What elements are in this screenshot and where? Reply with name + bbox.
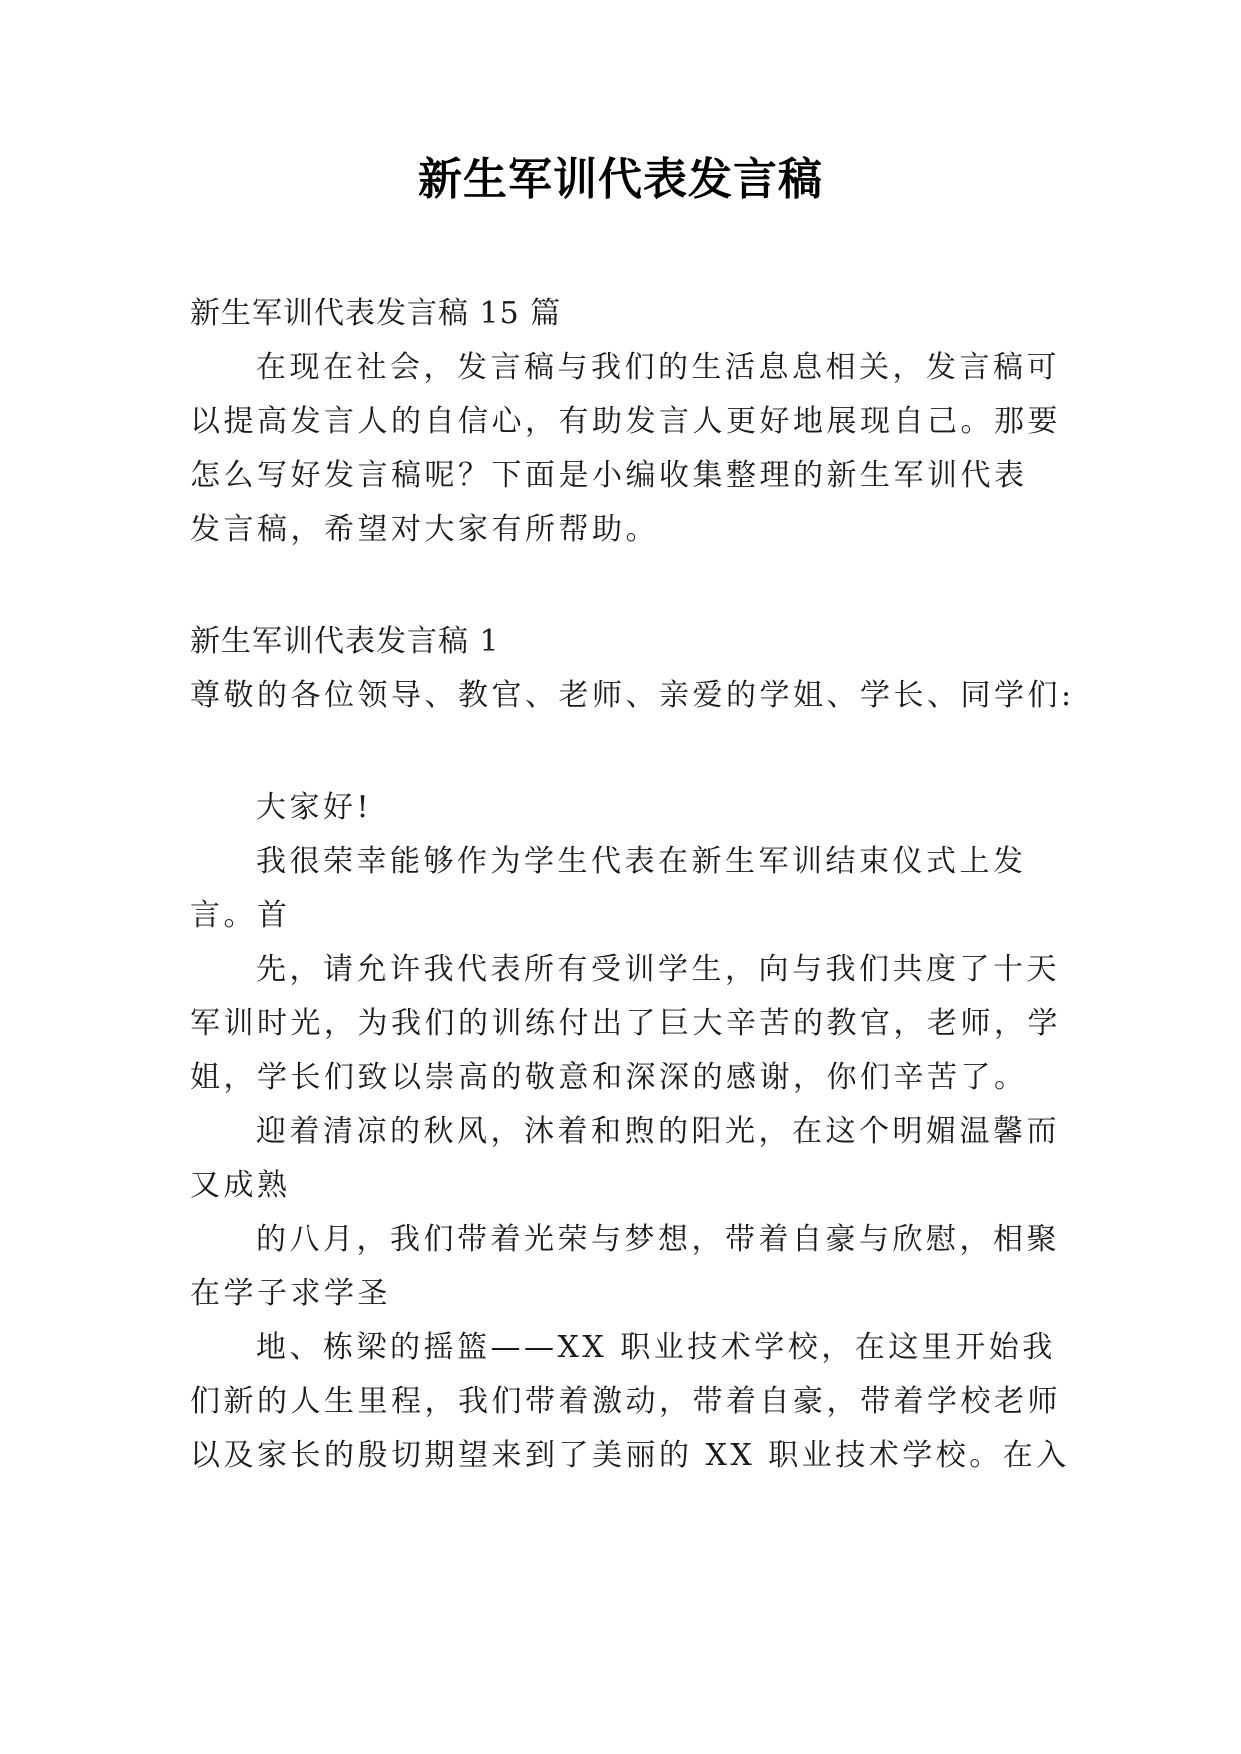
body-line: 言。首	[190, 898, 291, 933]
body-line: 迎着清凉的秋风，沐着和煦的阳光，在这个明媚温馨而	[256, 1114, 1060, 1149]
intro-line: 在现在社会，发言稿与我们的生活息息相关，发言稿可	[256, 350, 1060, 385]
body-line: 以及家长的殷切期望来到了美丽的 XX 职业技术学校。在入	[190, 1438, 1070, 1473]
greeting-line: 大家好!	[256, 790, 373, 825]
salutation-line: 尊敬的各位领导、教官、老师、亲爱的学姐、学长、同学们:	[190, 678, 1075, 713]
body-line: 们新的人生里程，我们带着激动，带着自豪，带着学校老师	[190, 1384, 1061, 1419]
body-line: 姐，学长们致以崇高的敬意和深深的感谢，你们辛苦了。	[190, 1060, 1028, 1095]
intro-line: 以提高发言人的自信心，有助发言人更好地展现自己。那要	[190, 404, 1061, 439]
body-line: 在学子求学圣	[190, 1276, 391, 1311]
subtitle-line: 新生军训代表发言稿 15 篇	[190, 296, 562, 331]
section-heading: 新生军训代表发言稿 1	[190, 624, 500, 659]
body-line: 我很荣幸能够作为学生代表在新生军训结束仪式上发	[256, 844, 1027, 879]
intro-line: 怎么写好发言稿呢？下面是小编收集整理的新生军训代表	[190, 458, 1028, 493]
body-line: 又成熟	[190, 1168, 291, 1203]
body-line: 地、栋梁的摇篮——XX 职业技术学校，在这里开始我	[256, 1330, 1056, 1365]
body-line: 军训时光，为我们的训练付出了巨大辛苦的教官，老师，学	[190, 1006, 1061, 1041]
page-title: 新生军训代表发言稿	[418, 154, 823, 205]
body-line: 先，请允许我代表所有受训学生，向与我们共度了十天	[256, 952, 1060, 987]
body-line: 的八月，我们带着光荣与梦想，带着自豪与欣慰，相聚	[256, 1222, 1060, 1257]
intro-line: 发言稿，希望对大家有所帮助。	[190, 512, 659, 547]
